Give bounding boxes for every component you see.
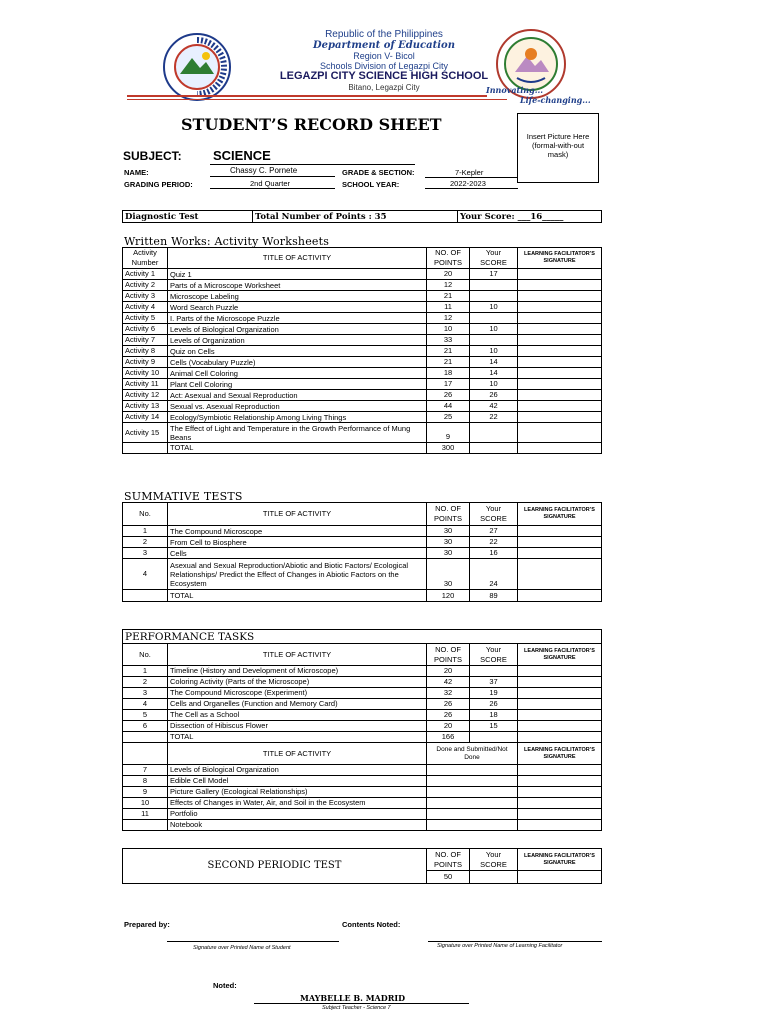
activity-title: Cells (Vocabulary Puzzle) [168,357,427,368]
table-row [123,401,602,412]
ww-header-signature: LEARNING FACILITATOR’S SIGNATURE [518,248,602,269]
activity-title: The Effect of Light and Temperature in the Growth Performance of Mung Beans [168,423,427,443]
subject-underline [210,164,415,165]
task-signature [518,809,602,820]
test-signature [518,559,602,590]
table-row [123,423,602,443]
activity-signature [518,368,602,379]
task-title: Dissection of Hibiscus Flower [168,721,427,732]
test-number: 3 [123,548,168,559]
activity-signature [518,412,602,423]
task-title: Effects of Changes in Water, Air, and Soil in the Ecosystem [168,798,427,809]
task-signature [518,666,602,677]
task-signature [518,721,602,732]
activity-signature [518,324,602,335]
activity-signature [518,357,602,368]
test-title: Asexual and Sexual Reproduction/Abiotic and Biotic Factors/ Ecological Relationships/ Predict the Effect of Changes in Abiotic Factors on the Ecosystem [168,559,427,590]
table-row [123,537,602,548]
task-number: 4 [123,699,168,710]
activity-title: Levels of Organization [168,335,427,346]
table-row [123,677,602,688]
pt-header-signature: LEARNING FACILITATOR’S SIGNATURE [518,644,602,666]
page-title: STUDENT’S RECORD SHEET [181,115,442,134]
diagnostic-total: Total Number of Points : 35 [253,211,458,223]
table-row [123,526,602,537]
year-label: SCHOOL YEAR: [342,180,400,189]
activity-score [470,313,518,324]
activity-points: 33 [427,335,470,346]
task-number: 1 [123,666,168,677]
sum-header-number: No. [123,503,168,526]
table-row [123,368,602,379]
table-row [123,820,602,831]
test-points: 30 [427,548,470,559]
performance-title: PERFORMANCE TASKS [123,630,602,644]
task-number: 11 [123,809,168,820]
prepared-by-label: Prepared by: [124,920,170,929]
activity-points: 12 [427,280,470,291]
activity-title: Parts of a Microscope Worksheet [168,280,427,291]
task-number: 7 [123,765,168,776]
header-red-line [127,95,487,97]
activity-signature [518,335,602,346]
pt2-body [123,765,602,831]
table-row [123,721,602,732]
task-signature [518,776,602,787]
task-number: 3 [123,688,168,699]
activity-points: 21 [427,357,470,368]
activity-number: Activity 6 [123,324,168,335]
test-score: 24 [470,559,518,590]
activity-number: Activity 3 [123,291,168,302]
ww-header-score: Your SCORE [470,248,518,269]
noted-label: Noted: [213,981,237,990]
pt-header-number: No. [123,644,168,666]
activity-score: 22 [470,412,518,423]
subject-value: SCIENCE [213,148,271,163]
activity-title: Microscope Labeling [168,291,427,302]
activity-score [470,291,518,302]
activity-number: Activity 12 [123,390,168,401]
ww-total-points: 300 [427,443,470,454]
diagnostic-table [122,210,602,223]
test-signature [518,537,602,548]
task-points: 32 [427,688,470,699]
header-school-name: LEGAZPI CITY SCIENCE HIGH SCHOOL [279,70,489,82]
task-signature [518,688,602,699]
sum-body [123,526,602,590]
table-row [123,809,602,820]
table-row [123,346,602,357]
header-republic: Republic of the Philippines [325,29,443,40]
grade-value: 7-Kepler [455,168,484,177]
sum-total-score: 89 [470,590,518,602]
header-division: Schools Division of Legazpi City [319,61,449,71]
slogan-life-changing: Life-changing... [520,95,591,105]
period-value: 2nd Quarter [250,179,291,188]
task-score [470,666,518,677]
table-row [123,379,602,390]
picture-box [517,113,599,183]
test-points: 30 [427,537,470,548]
activity-points: 12 [427,313,470,324]
grade-underline [425,177,518,178]
activity-score [470,280,518,291]
activity-score: 10 [470,302,518,313]
task-title: Portfolio [168,809,427,820]
picture-box-text: Insert Picture Here (formal-with-out mask) [526,132,590,159]
ww-header-number: Activity Number [123,248,168,269]
test-title: The Compound Microscope [168,526,427,537]
task-done [427,820,518,831]
table-row [123,269,602,280]
activity-number: Activity 10 [123,368,168,379]
activity-number: Activity 8 [123,346,168,357]
header-region: Region V- Bicol [353,51,415,61]
activity-points: 10 [427,324,470,335]
pt-header-score: Your SCORE [470,644,518,666]
activity-title: I. Parts of the Microscope Puzzle [168,313,427,324]
task-number [123,820,168,831]
written-works-title: Written Works: Activity Worksheets [124,235,330,248]
name-value: Chassy C. Pornete [230,166,298,175]
task-title: Levels of Biological Organization [168,765,427,776]
performance-table [122,629,602,831]
task-done [427,787,518,798]
task-done [427,798,518,809]
activity-number: Activity 11 [123,379,168,390]
activity-number: Activity 4 [123,302,168,313]
summative-table [122,502,602,602]
activity-title: Quiz on Cells [168,346,427,357]
task-signature [518,710,602,721]
table-row [123,302,602,313]
sum-total-label: TOTAL [168,590,427,602]
task-title: Timeline (History and Development of Microscope) [168,666,427,677]
task-signature [518,798,602,809]
name-underline [210,176,335,177]
periodic-header-score: Your SCORE [470,849,518,871]
diagnostic-label: Diagnostic Test [123,211,253,223]
year-value: 2022-2023 [450,179,486,188]
task-number: 8 [123,776,168,787]
table-row [123,798,602,809]
activity-title: Levels of Biological Organization [168,324,427,335]
task-score: 26 [470,699,518,710]
task-signature [518,765,602,776]
table-row [123,787,602,798]
task-score: 18 [470,710,518,721]
activity-number: Activity 2 [123,280,168,291]
name-label: NAME: [124,168,149,177]
sum-header-points: NO. OF POINTS [427,503,470,526]
task-signature [518,677,602,688]
periodic-header-signature: LEARNING FACILITATOR’S SIGNATURE [518,849,602,871]
test-signature [518,548,602,559]
table-row [123,291,602,302]
pt2-header-signature: LEARNING FACILITATOR’S SIGNATURE [518,743,602,765]
ww-header-title: TITLE OF ACTIVITY [168,248,427,269]
table-row [123,324,602,335]
activity-signature [518,379,602,390]
activity-number: Activity 1 [123,269,168,280]
task-title: Notebook [168,820,427,831]
test-points: 30 [427,526,470,537]
activity-points: 21 [427,346,470,357]
test-number: 4 [123,559,168,590]
task-points: 42 [427,677,470,688]
activity-signature [518,401,602,412]
test-signature [518,526,602,537]
activity-number: Activity 5 [123,313,168,324]
activity-points: 26 [427,390,470,401]
activity-number: Activity 7 [123,335,168,346]
header-red-line-2 [127,99,507,100]
activity-score: 14 [470,357,518,368]
table-row [123,699,602,710]
slogan-innovating: Innovating... [486,85,544,95]
sum-header-title: TITLE OF ACTIVITY [168,503,427,526]
task-signature [518,820,602,831]
table-row [123,765,602,776]
activity-number: Activity 15 [123,423,168,443]
activity-score: 10 [470,379,518,390]
activity-signature [518,291,602,302]
test-score: 22 [470,537,518,548]
test-score: 27 [470,526,518,537]
task-title: Picture Gallery (Ecological Relationships) [168,787,427,798]
task-title: Edible Cell Model [168,776,427,787]
periodic-points: 50 [427,871,470,884]
pt-body [123,666,602,732]
activity-title: Sexual vs. Asexual Reproduction [168,401,427,412]
activity-points: 25 [427,412,470,423]
table-row [123,390,602,401]
table-row [123,280,602,291]
task-signature [518,787,602,798]
table-row [123,666,602,677]
activity-title: Animal Cell Coloring [168,368,427,379]
task-number: 6 [123,721,168,732]
activity-points: 20 [427,269,470,280]
task-points: 20 [427,721,470,732]
contents-noted-label: Contents Noted: [342,920,401,929]
table-row [123,313,602,324]
test-points: 30 [427,559,470,590]
task-points: 26 [427,710,470,721]
period-label: GRADING PERIOD: [124,180,193,189]
activity-title: Plant Cell Coloring [168,379,427,390]
header-address: Bitano, Legazpi City [348,83,420,92]
activity-signature [518,280,602,291]
periodic-header-points: NO. OF POINTS [427,849,470,871]
student-signature-caption: Signature over Printed Name of Student [193,945,291,951]
activity-points: 11 [427,302,470,313]
activity-signature [518,269,602,280]
activity-number: Activity 14 [123,412,168,423]
pt-total-points: 166 [427,732,470,743]
task-number: 2 [123,677,168,688]
task-done [427,776,518,787]
test-number: 1 [123,526,168,537]
table-row [123,548,602,559]
noted-signature-line [254,1003,469,1004]
task-number: 10 [123,798,168,809]
test-number: 2 [123,537,168,548]
facilitator-signature-caption: Signature over Printed Name of Learning Facilitator [437,943,563,949]
pt2-header-done: Done and Submitted/Not Done [427,743,518,765]
activity-score: 17 [470,269,518,280]
test-score: 16 [470,548,518,559]
task-done [427,809,518,820]
task-signature [518,699,602,710]
activity-signature [518,302,602,313]
activity-points: 21 [427,291,470,302]
activity-score: 10 [470,324,518,335]
task-title: The Cell as a School [168,710,427,721]
grade-label: GRADE & SECTION: [342,168,415,177]
written-works-table [122,247,602,454]
noted-role: Subject Teacher - Science 7 [322,1005,391,1011]
task-points: 20 [427,666,470,677]
task-title: The Compound Microscope (Experiment) [168,688,427,699]
task-title: Cells and Organelles (Function and Memory Card) [168,699,427,710]
activity-score: 14 [470,368,518,379]
activity-title: Act: Asexual and Sexual Reproduction [168,390,427,401]
table-row [123,559,602,590]
periodic-table [122,848,602,884]
task-title: Coloring Activity (Parts of the Microscope) [168,677,427,688]
subject-label: SUBJECT: [123,149,182,163]
pt-header-title: TITLE OF ACTIVITY [168,644,427,666]
periodic-label: SECOND PERIODIC TEST [123,849,427,884]
activity-score [470,423,518,443]
ww-total-label: TOTAL [168,443,427,454]
table-row [123,710,602,721]
test-title: From Cell to Biosphere [168,537,427,548]
student-signature-line [167,941,339,942]
activity-signature [518,313,602,324]
activity-number: Activity 13 [123,401,168,412]
task-score: 37 [470,677,518,688]
activity-score [470,335,518,346]
header-deped: Department of Education [313,40,455,51]
sum-header-score: Your SCORE [470,503,518,526]
noted-name: MAYBELLE B. MADRID [300,993,406,1003]
pt-header-points: NO. OF POINTS [427,644,470,666]
activity-title: Quiz 1 [168,269,427,280]
task-score: 19 [470,688,518,699]
year-underline [425,188,518,189]
activity-title: Word Search Puzzle [168,302,427,313]
task-number: 5 [123,710,168,721]
sum-total-points: 120 [427,590,470,602]
diagnostic-score: Your Score: ___16_____ [458,211,602,223]
activity-title: Ecology/Symbiotic Relationship Among Living Things [168,412,427,423]
pt2-header-title: TITLE OF ACTIVITY [168,743,427,765]
activity-score: 42 [470,401,518,412]
activity-points: 18 [427,368,470,379]
test-title: Cells [168,548,427,559]
activity-points: 44 [427,401,470,412]
task-points: 26 [427,699,470,710]
sum-header-signature: LEARNING FACILITATOR’S SIGNATURE [518,503,602,526]
activity-number: Activity 9 [123,357,168,368]
summative-title: SUMMATIVE TESTS [124,490,243,503]
table-row [123,776,602,787]
table-row [123,335,602,346]
table-row [123,688,602,699]
activity-points: 17 [427,379,470,390]
facilitator-signature-line [428,941,602,942]
activity-score: 10 [470,346,518,357]
table-row [123,412,602,423]
activity-signature [518,346,602,357]
task-number: 9 [123,787,168,798]
task-done [427,765,518,776]
activity-signature [518,423,602,443]
pt-total-label: TOTAL [168,732,427,743]
ww-body [123,269,602,443]
ww-header-points: NO. OF POINTS [427,248,470,269]
activity-points: 9 [427,423,470,443]
task-score: 15 [470,721,518,732]
period-underline [210,188,335,189]
table-row [123,357,602,368]
activity-score: 26 [470,390,518,401]
activity-signature [518,390,602,401]
